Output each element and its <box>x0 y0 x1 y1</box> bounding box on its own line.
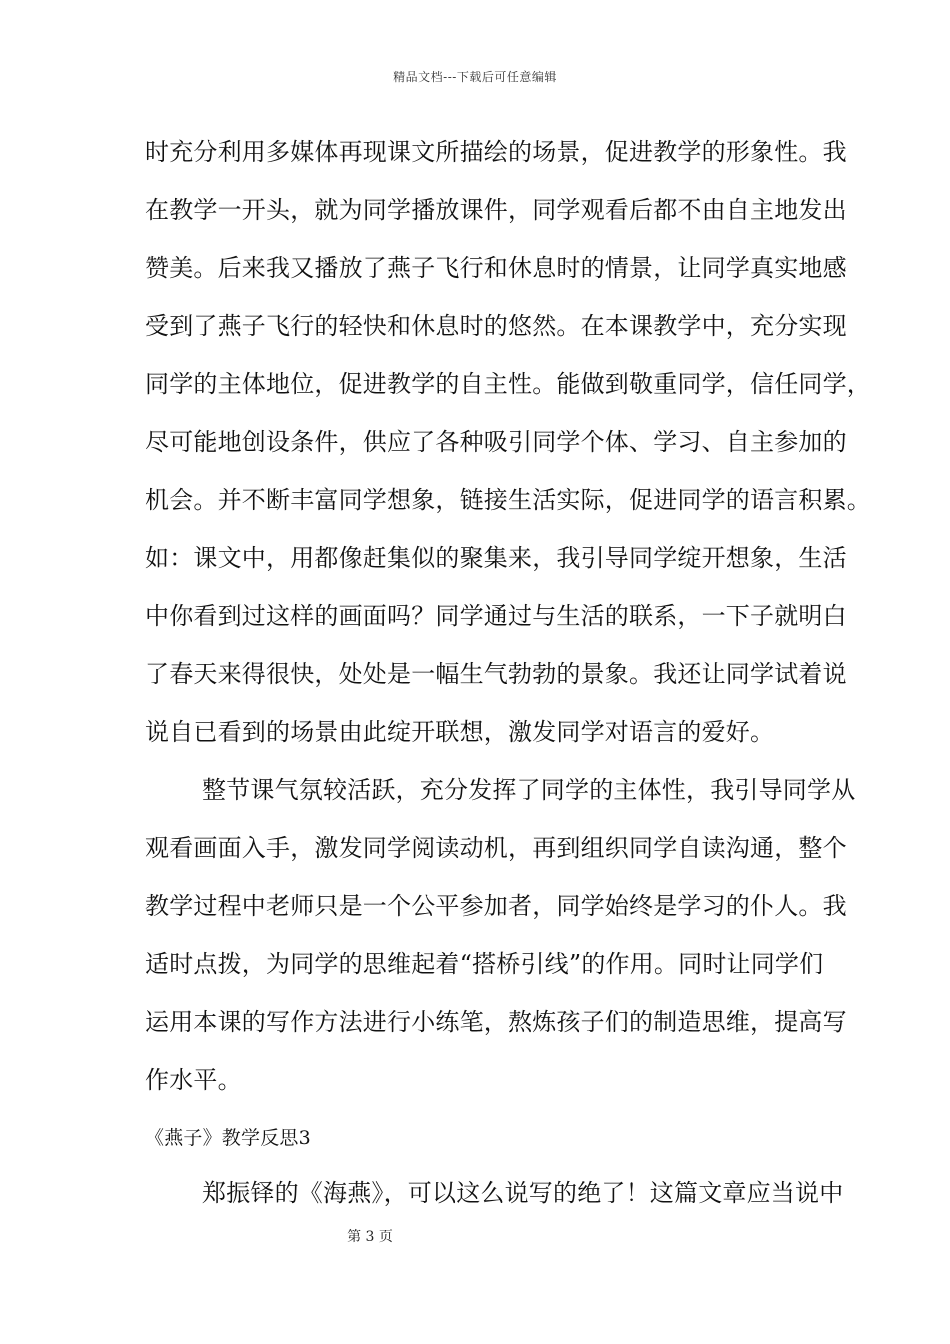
text-line: 整节课气氛较活跃，充分发挥了同学的主体性，我引导同学从 <box>202 776 856 804</box>
text-line: 运用本课的写作方法进行小练笔，熬炼孩子们的制造思维，提高写 <box>145 1008 847 1036</box>
text-line: 机会。并不断丰富同学想象，链接生活实际，促进同学的语言积累。 <box>145 486 871 514</box>
paragraph-2 <box>145 771 856 1119</box>
text-line: 观看画面入手，激发同学阅读动机，再到组织同学自读沟通，整个 <box>145 834 847 862</box>
text-line: 同学的主体地位，促进教学的自主性。能做到敬重同学，信任同学， <box>145 370 871 398</box>
text-line: 说自已看到的场景由此绽开联想，激发同学对语言的爱好。 <box>145 718 775 746</box>
paragraph-3 <box>145 1174 844 1232</box>
paragraph-1 <box>145 133 871 771</box>
section-heading: 《燕子》教学反思3 <box>145 1127 311 1149</box>
page-header: 精品文档---下载后可任意编辑 <box>393 70 557 84</box>
text-line: 作水平。 <box>145 1066 242 1094</box>
text-line: 中你看到过这样的画面吗？同学通过与生活的联系，一下子就明白 <box>145 602 847 630</box>
text-line: 尽可能地创设条件，供应了各种吸引同学个体、学习、自主参加的 <box>145 428 847 456</box>
text-line: 时充分利用多媒体再现课文所描绘的场景，促进教学的形象性。我 <box>145 138 847 166</box>
document-body <box>145 133 871 1232</box>
text-line: 受到了燕子飞行的轻快和休息时的悠然。在本课教学中，充分实现 <box>145 312 847 340</box>
text-line: 郑振铎的《海燕》，可以这么说写的绝了！这篇文章应当说中 <box>202 1179 844 1207</box>
text-line: 如：课文中，用都像赶集似的聚集来，我引导同学绽开想象，生活 <box>145 544 847 572</box>
text-line: 赞美。后来我又播放了燕子飞行和休息时的情景，让同学真实地感 <box>145 254 847 282</box>
text-line: 了春天来得很快，处处是一幅生气勃勃的景象。我还让同学试着说 <box>145 660 847 688</box>
text-line: 教学过程中老师只是一个公平参加者，同学始终是学习的仆人。我 <box>145 892 847 920</box>
text-line: 在教学一开头，就为同学播放课件，同学观看后都不由自主地发出 <box>145 196 847 224</box>
page-number: 第 3 页 <box>347 1229 393 1245</box>
text-line: 适时点拨，为同学的思维起着“搭桥引线”的作用。同时让同学们 <box>145 950 824 978</box>
